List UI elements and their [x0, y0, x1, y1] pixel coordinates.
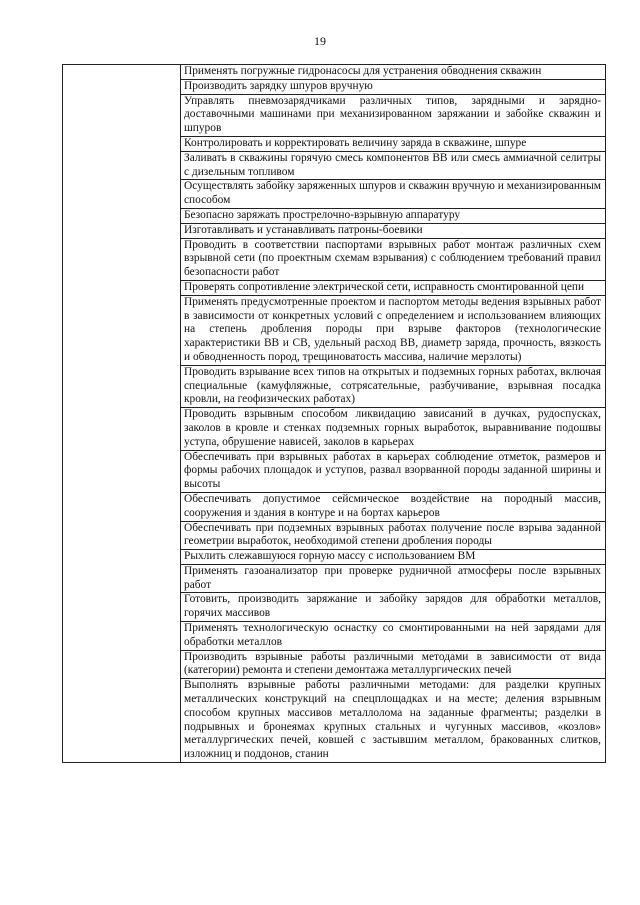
skill-item: Выполнять взрывные работы различными методами: для разделки крупных металлических конструкций на спецплощадках и на месте; деления взрывным способом крупных массивов металлолома на заданные фрагменты; разделки в подрывных и бронеямах крупных стальных и чугунных массивов, «козлов» металлургических печей, ковшей с застывшим металлом, бракованных слитков, изложниц и поддонов, станин: [184, 679, 601, 761]
skill-item: Проводить в соответствии паспортами взрывных работ монтаж различных схем взрывной сети (по проектным схемам взрывания) с соблюдением требований правил безопасности работ: [181, 239, 605, 281]
skill-item: Применять предусмотренные проектом и паспортом методы ведения взрывных работ в зависимости от конкретных условий с определением и использованием влияющих на степень дробления породы при взрыве факторов (технологические характеристики ВВ и СВ, удельный расход ВВ, диаметр заряда, прочность, вязкость и обводненность пород, трещиноватость массива, наличие мерзлоты): [181, 296, 605, 366]
skill-item: Проверять сопротивление электрической сети, исправность смонтированной цепи: [181, 281, 605, 296]
skill-item: Заливать в скважины горячую смесь компонентов ВВ или смесь аммиачной селитры с дизельным топливом: [181, 152, 605, 181]
skill-item: Обеспечивать допустимое сейсмическое воздействие на породный массив, сооружения и здания в контуре и на бортах карьеров: [181, 493, 605, 522]
skill-item: Производить зарядку шпуров вручную: [181, 80, 605, 95]
skills-table: [62, 64, 606, 763]
skill-item: Обеспечивать при подземных взрывных работах получение после взрыва заданной геометрии выработок, необходимой степени дробления породы: [181, 522, 605, 551]
left-column-cell: [63, 65, 181, 763]
skill-item: Готовить, производить заряжание и забойку зарядов для обработки металлов, горячих массивов: [181, 593, 605, 622]
skill-item: Применять технологическую оснастку со смонтированными на ней зарядами для обработки металлов: [181, 622, 605, 651]
skill-item: Применять газоанализатор при проверке рудничной атмосферы после взрывных работ: [181, 565, 605, 594]
skill-item: Осуществлять забойку заряженных шпуров и скважин вручную и механизированным способом: [181, 180, 605, 209]
skill-item: Применять погружные гидронасосы для устранения обводнения скважин: [181, 65, 605, 80]
page-number: 19: [314, 34, 326, 48]
skill-item: Рыхлить слежавшуюся горную массу с использованием ВМ: [181, 550, 605, 565]
skill-item: Изготавливать и устанавливать патроны-боевики: [181, 224, 605, 239]
skill-item: Контролировать и корректировать величину заряда в скважине, шпуре: [181, 137, 605, 152]
skills-cell: [181, 65, 606, 763]
skill-item: Проводить взрывание всех типов на открытых и подземных горных работах, включая специальные (камуфляжные, сотрясательные, разбучивание, взрывная посадка кровли, на геофизических работах): [181, 366, 605, 408]
skill-item: Проводить взрывным способом ликвидацию зависаний в дучках, рудоспусках, заколов в кровле и стенках подземных горных выработок, выравнивание подошвы уступа, обрушение нависей, заколов в карьерах: [181, 408, 605, 450]
skill-item: Безопасно заряжать прострелочно-взрывную аппаратуру: [181, 209, 605, 224]
skill-item: Производить взрывные работы различными методами в зависимости от вида (категории) ремонта и степени демонтажа металлургических печей: [181, 651, 605, 680]
table-row: [63, 65, 606, 763]
skill-item: Обеспечивать при взрывных работах в карьерах соблюдение отметок, размеров и формы рабочих площадок и уступов, развал взорванной породы заданной ширины и высоты: [181, 451, 605, 493]
skill-item: Управлять пневмозарядчиками различных типов, зарядными и зарядно-доставочными машинами при механизированном заряжании и забойке скважин и шпуров: [181, 95, 605, 137]
